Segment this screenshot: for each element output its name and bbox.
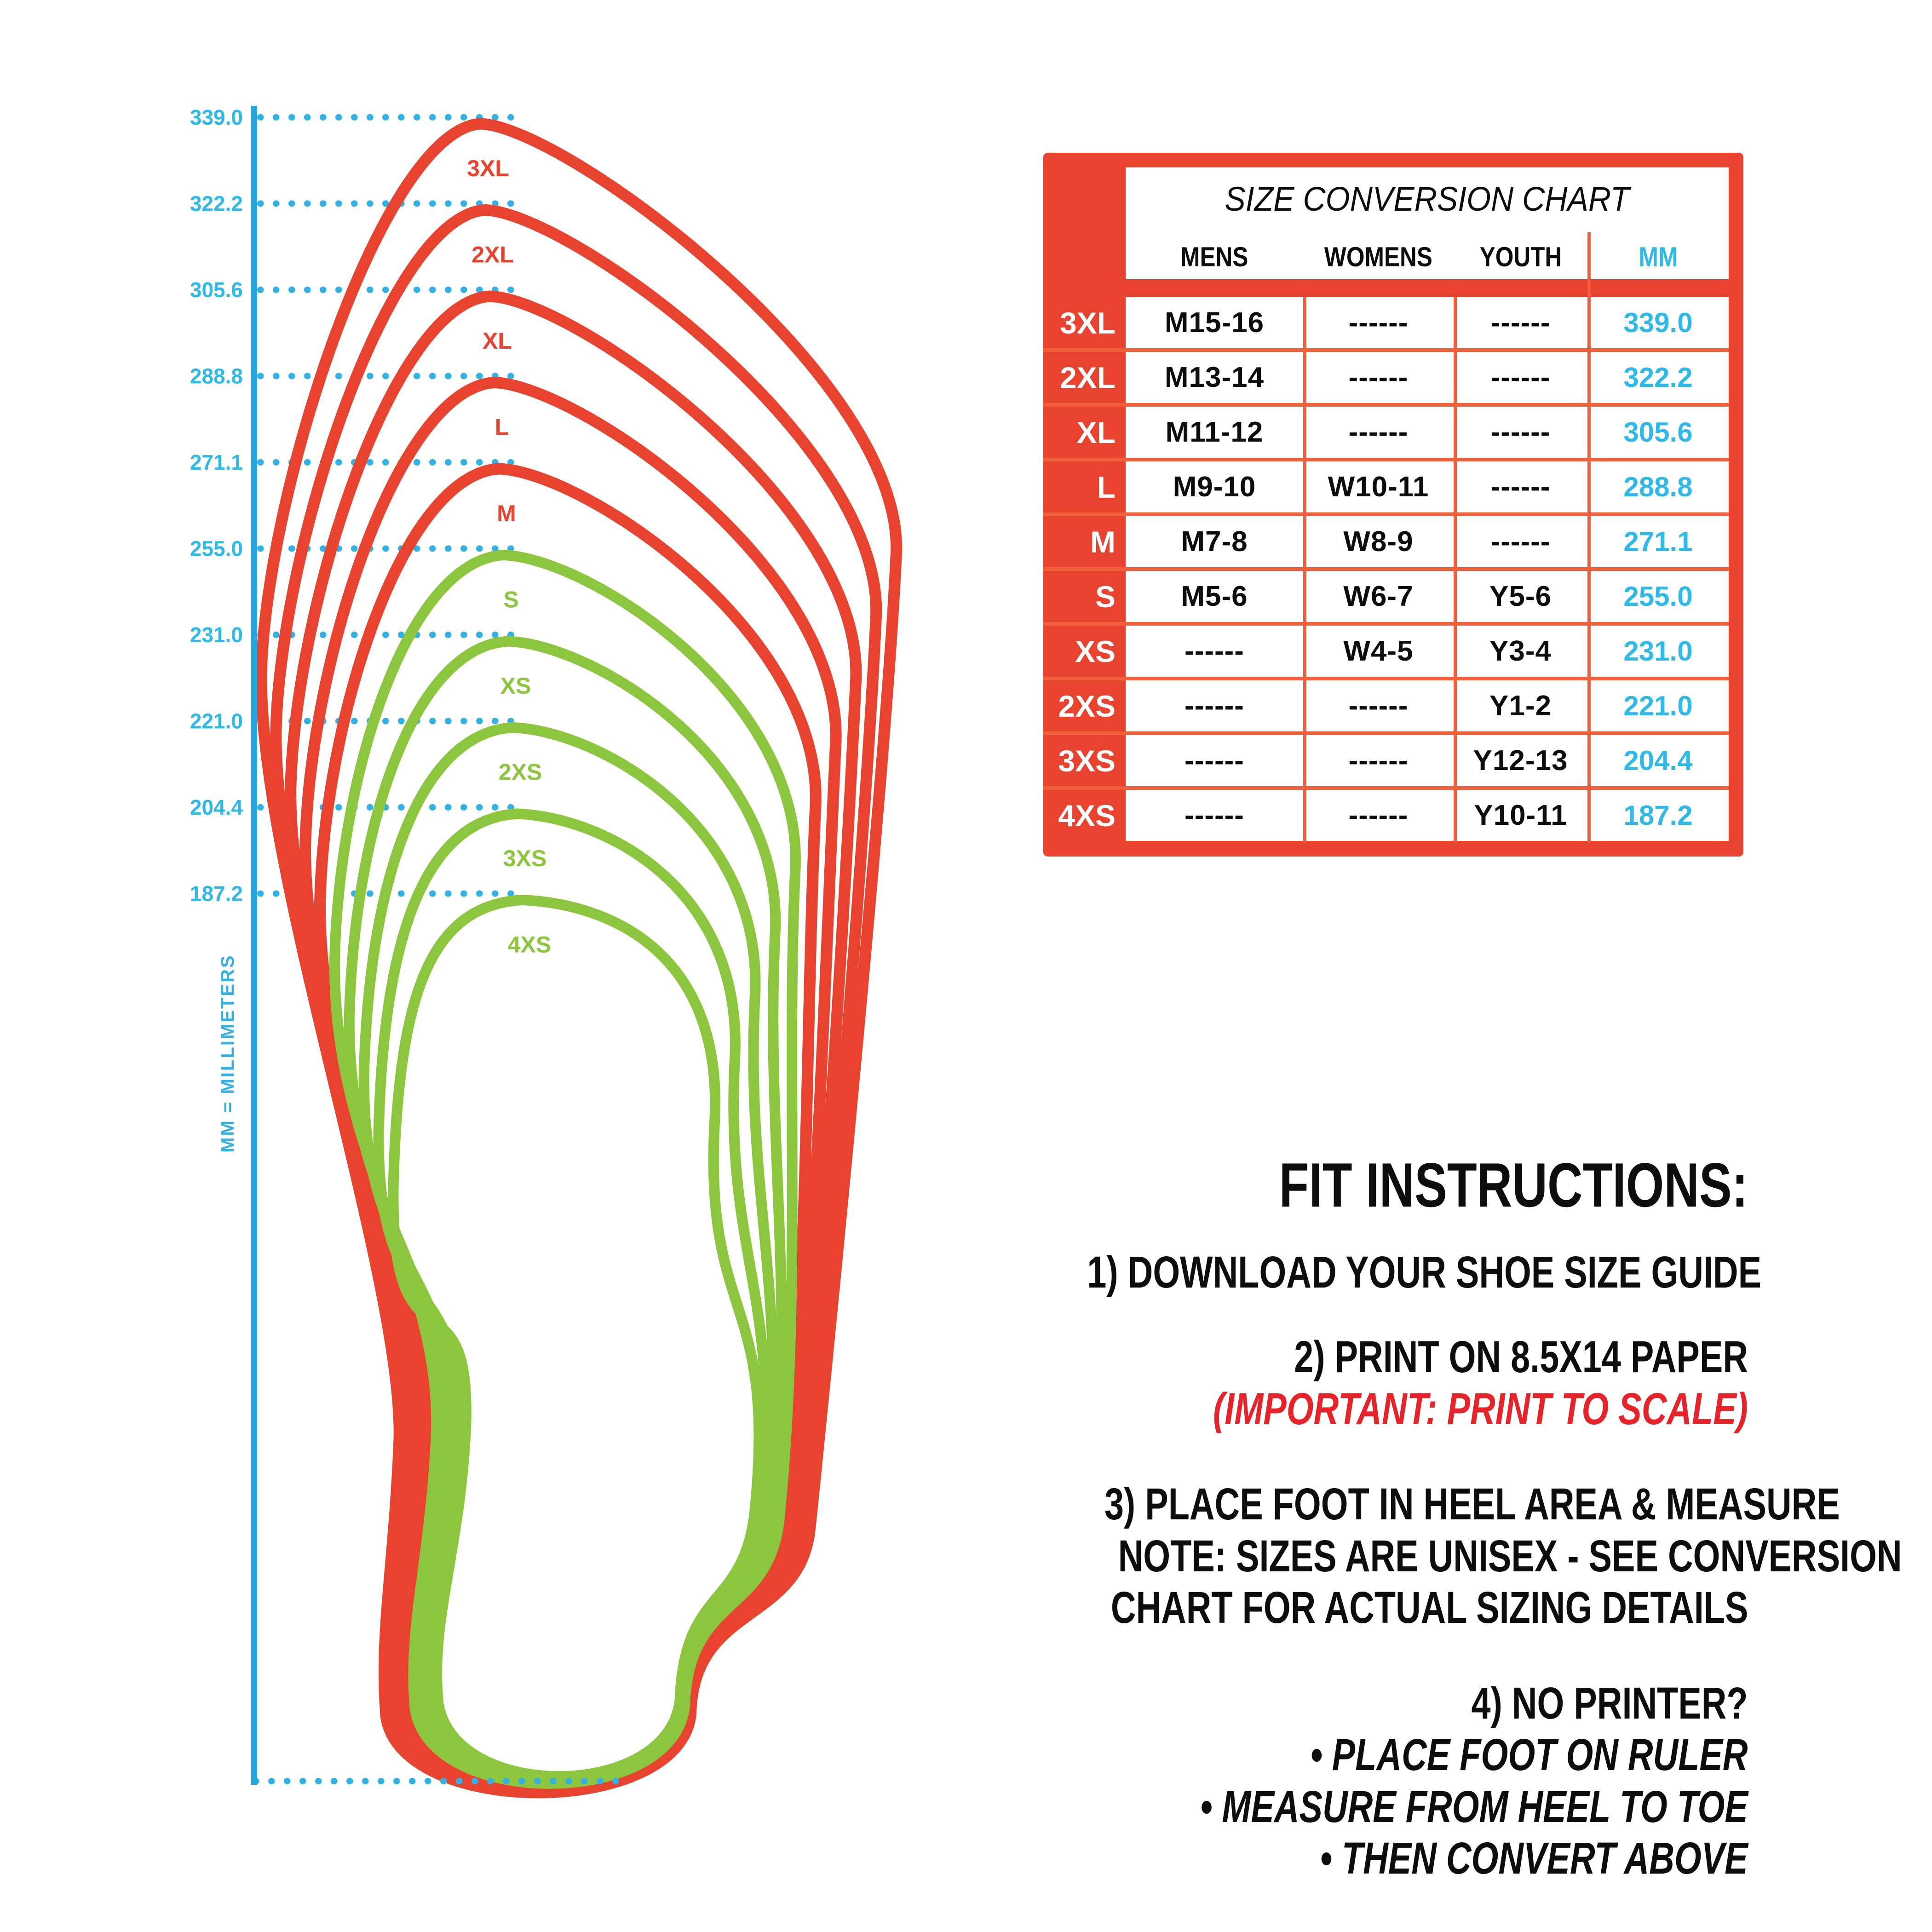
cell-womens: ------ — [1303, 407, 1454, 458]
axis-tick-label-204.4: 204.4 — [190, 795, 243, 819]
cell-mens: M13-14 — [1126, 352, 1303, 403]
column-header-mm: MM — [1639, 242, 1678, 272]
cell-youth: ------ — [1454, 352, 1587, 403]
table-row-xl — [1043, 403, 1729, 458]
mm-axis — [251, 106, 257, 1785]
instruction-line: 4) NO PRINTER? — [1471, 1678, 1748, 1728]
column-header-mens: MENS — [1180, 242, 1248, 272]
axis-tick-label-187.2: 187.2 — [190, 881, 243, 906]
axis-unit-note: MM = MILLIMETERS — [218, 954, 238, 1153]
table-row-3xs — [1043, 731, 1729, 786]
cell-mm: 271.1 — [1587, 516, 1729, 567]
instruction-group-3 — [897, 1478, 1902, 1634]
table-column-headers — [1126, 241, 1729, 273]
table-row-4xs — [1043, 786, 1729, 841]
cell-mm: 305.6 — [1587, 407, 1729, 458]
cell-youth: ------ — [1454, 516, 1587, 567]
table-row-2xl — [1043, 348, 1729, 403]
cell-youth: Y5-6 — [1454, 571, 1587, 622]
cell-womens: W4-5 — [1303, 626, 1454, 677]
cell-mens: M11-12 — [1126, 407, 1303, 458]
cell-mens: ------ — [1126, 680, 1303, 731]
cell-mens: ------ — [1126, 735, 1303, 786]
axis-tick-label-231.0: 231.0 — [190, 623, 243, 647]
table-row-xs — [1043, 622, 1729, 677]
size-label-l: L — [494, 414, 509, 440]
cell-mens: M7-8 — [1126, 516, 1303, 567]
size-label-3xs: 3XS — [503, 845, 547, 871]
cell-youth: ------ — [1454, 407, 1587, 458]
cell-womens: W6-7 — [1303, 571, 1454, 622]
cell-mm: 204.4 — [1587, 735, 1729, 786]
column-divider-mm — [1587, 232, 1591, 843]
cell-womens: W8-9 — [1303, 516, 1454, 567]
instruction-line: (IMPORTANT: PRINT TO SCALE) — [1213, 1383, 1748, 1434]
cell-mm: 288.8 — [1587, 461, 1729, 512]
row-size-label: M — [1090, 524, 1116, 559]
row-size-label: S — [1095, 579, 1116, 614]
cell-womens: ------ — [1303, 680, 1454, 731]
size-label-3xl: 3XL — [467, 155, 509, 181]
row-size-label: XL — [1076, 415, 1116, 449]
table-row-l — [1043, 458, 1729, 512]
cell-youth: Y12-13 — [1454, 735, 1587, 786]
cell-womens: ------ — [1303, 735, 1454, 786]
size-label-xs: XS — [500, 673, 531, 699]
cell-mens: ------ — [1126, 626, 1303, 677]
instruction-line: NOTE: SIZES ARE UNISEX - SEE CONVERSION — [1118, 1530, 1902, 1581]
row-size-label: 2XL — [1059, 360, 1116, 395]
fit-instructions — [897, 1150, 1902, 1885]
cell-mm: 187.2 — [1587, 790, 1729, 841]
row-size-label: XS — [1075, 634, 1116, 668]
axis-tick-label-271.1: 271.1 — [190, 450, 243, 474]
instruction-line: • MEASURE FROM HEEL TO TOE — [1200, 1781, 1748, 1832]
axis-tick-label-339.0: 339.0 — [190, 105, 243, 129]
instruction-line: • THEN CONVERT ABOVE — [1320, 1833, 1748, 1884]
row-size-label: 3XL — [1059, 305, 1116, 340]
axis-tick-label-255.0: 255.0 — [190, 536, 243, 561]
instruction-line: 1) DOWNLOAD YOUR SHOE SIZE GUIDE — [1087, 1247, 1762, 1297]
instruction-line: CHART FOR ACTUAL SIZING DETAILS — [1110, 1582, 1748, 1633]
cell-youth: Y10-11 — [1454, 790, 1587, 841]
size-label-xl: XL — [483, 328, 512, 354]
table-row-2xs — [1043, 677, 1729, 731]
cell-youth: Y1-2 — [1454, 680, 1587, 731]
column-header-youth: YOUTH — [1479, 242, 1562, 272]
instruction-group-1 — [897, 1247, 1762, 1299]
cell-mm: 231.0 — [1587, 626, 1729, 677]
cell-mens: M9-10 — [1126, 461, 1303, 512]
table-row-m — [1043, 512, 1729, 567]
cell-mens: ------ — [1126, 790, 1303, 841]
column-divider — [1303, 297, 1306, 843]
table-title-text: SIZE CONVERSION CHART — [1225, 180, 1630, 218]
table-row-3xl — [1043, 297, 1729, 348]
size-label-2xs: 2XS — [498, 759, 542, 785]
row-size-label: 4XS — [1058, 798, 1116, 833]
instruction-line: 2) PRINT ON 8.5X14 PAPER — [1294, 1332, 1748, 1382]
table-header — [1126, 167, 1729, 279]
cell-mm: 255.0 — [1587, 571, 1729, 622]
size-label-m: M — [497, 500, 516, 526]
cell-mm: 339.0 — [1587, 297, 1729, 348]
size-conversion-table — [1043, 153, 1743, 857]
row-size-label: L — [1097, 470, 1116, 504]
cell-mm: 221.0 — [1587, 680, 1729, 731]
cell-mm: 322.2 — [1587, 352, 1729, 403]
cell-mens: M5-6 — [1126, 571, 1303, 622]
axis-tick-label-221.0: 221.0 — [190, 709, 243, 733]
cell-youth: ------ — [1454, 297, 1587, 348]
column-divider — [1454, 297, 1457, 843]
table-rows — [1043, 297, 1729, 841]
axis-tick-label-288.8: 288.8 — [190, 364, 243, 388]
cell-womens: ------ — [1303, 352, 1454, 403]
row-size-label: 3XS — [1058, 743, 1116, 778]
cell-womens: W10-11 — [1303, 461, 1454, 512]
instruction-line: 3) PLACE FOOT IN HEEL AREA & MEASURE — [1104, 1479, 1840, 1530]
table-title — [1126, 179, 1729, 218]
size-label-s: S — [503, 586, 519, 613]
column-header-womens: WOMENS — [1324, 242, 1433, 272]
instruction-group-4 — [897, 1678, 1748, 1885]
cell-womens: ------ — [1303, 297, 1454, 348]
fit-instructions-heading: FIT INSTRUCTIONS: — [1279, 1150, 1748, 1220]
axis-tick-label-305.6: 305.6 — [190, 278, 243, 302]
cell-mens: M15-16 — [1126, 297, 1303, 348]
size-label-4xs: 4XS — [507, 932, 552, 958]
row-size-label: 2XS — [1058, 689, 1116, 723]
cell-womens: ------ — [1303, 790, 1454, 841]
size-label-2xl: 2XL — [472, 242, 514, 268]
table-row-s — [1043, 567, 1729, 622]
instruction-group-2 — [897, 1331, 1748, 1435]
cell-youth: Y3-4 — [1454, 626, 1587, 677]
axis-tick-label-322.2: 322.2 — [190, 191, 243, 216]
cell-youth: ------ — [1454, 461, 1587, 512]
instruction-line: • PLACE FOOT ON RULER — [1310, 1730, 1748, 1780]
